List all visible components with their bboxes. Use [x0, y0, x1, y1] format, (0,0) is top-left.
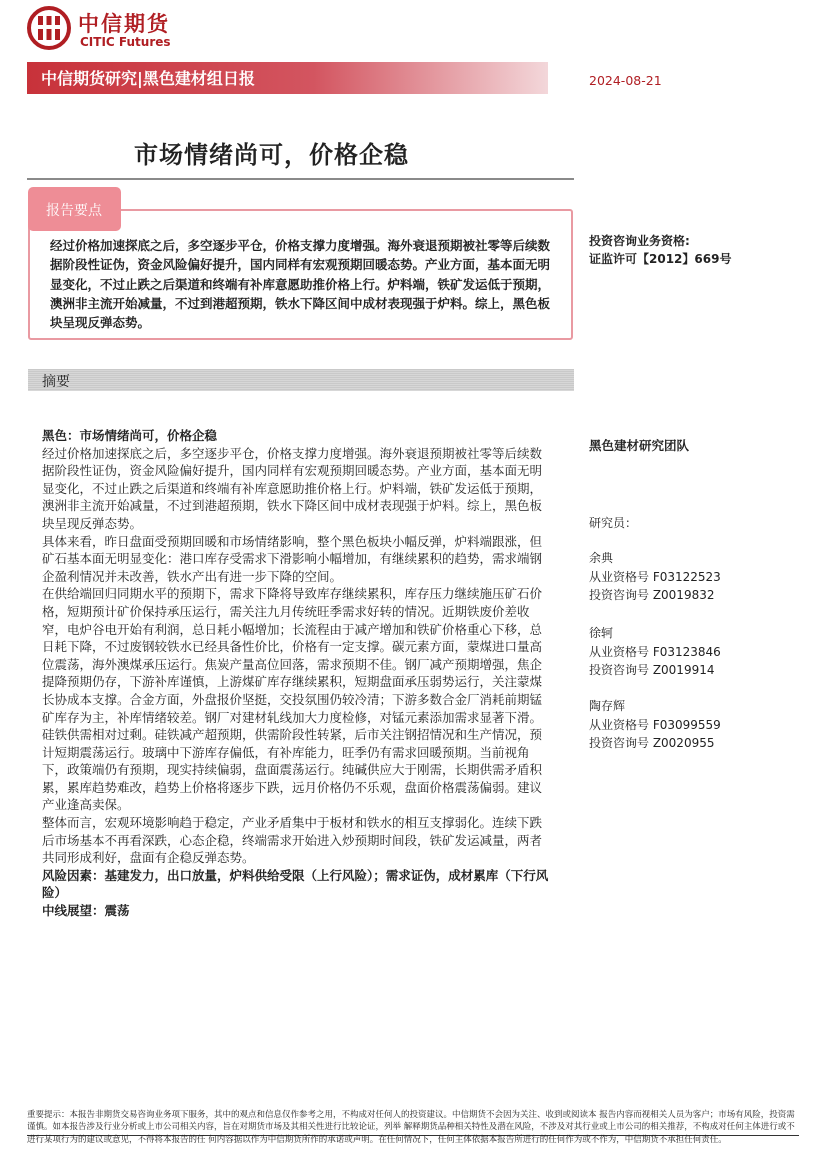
key-points-text: 经过价格加速探底之后，多空逐步平仓，价格支撑力度增强。海外衰退预期被社零等后续数据阶段性证伪，资金风险偏好提升，国内同样有宏观预期回暖态势。产业方面，基本面无明显变化，不过止跌之后渠道和终端有补库意愿助推价格上行。炉料端，铁矿发运低于预期，澳洲非主流开始减量，不过到港超预期，铁水下降区间中成材表现强于炉料。综上，黑色板块呈现反弹态势。 — [50, 238, 551, 331]
paragraph: 经过价格加速探底之后，多空逐步平仓，价格支撑力度增强。海外衰退预期被社零等后续数据阶段性证伪，资金风险偏好提升，国内同样有宏观预期回暖态势。产业方面，基本面无明显变化，不过止跌之后渠道和终端有补库意愿助推价格上行。炉料端，铁矿发运低于预期，澳洲非主流开始减量，不过到港超预期，铁水下降区间中成材表现强于炉料。综上，黑色板块呈现反弹态势。 — [42, 445, 543, 531]
abstract-body — [42, 427, 554, 920]
research-team: 黑色建材研究团队 — [589, 438, 690, 453]
analyst-card — [589, 624, 721, 680]
logo-english-name: CITIC Futures — [80, 35, 171, 49]
abstract-label: 摘要 — [42, 374, 70, 390]
title-divider — [27, 178, 574, 180]
abstract-bar — [28, 369, 574, 391]
cert-number: 证监许可【2012】669号 — [589, 252, 732, 266]
analyst-consult: 投资咨询号 Z0019914 — [589, 663, 715, 677]
report-title: 市场情绪尚可，价格企稳 — [134, 141, 409, 169]
risk-factors: 风险因素：基建发力，出口放量，炉料供给受限（上行风险）；需求证伪，成材累库（下行风险） — [42, 867, 549, 901]
analyst-consult: 投资咨询号 Z0020955 — [589, 736, 715, 750]
report-date: 2024-08-21 — [589, 73, 662, 88]
analyst-license: 从业资格号 F03122523 — [589, 569, 721, 584]
analyst-license: 从业资格号 F03099559 — [589, 717, 721, 732]
disclaimer: 重要提示：本报告非期货交易咨询业务项下服务，其中的观点和信息仅作参考之用，不构成对任何人的投资建议。中信期货不会因为关注、收到或阅读本 报告内容而视相关人员为客户；市场有风险，投资需谨慎。如本报告涉及行业分析或上市公司相关内容，旨在对期货市场及其相关性进行比较论证，列举 解释期货品种相关特性及潜在风险，不涉及对其行业或上市公司的相关推荐，不构成对任何主体进行或不进行某项行为的建议或意见，不得将本报告的任 何内容据以作为中信期货所作的承诺或声明。在任何情况下，任何主体依据本报告所进行的任何作为或不作为，中信期货不承担任何责任。 — [27, 1110, 795, 1145]
paragraph: 在供给端回归同期水平的预期下，需求下降将导致库存继续累积，库存压力继续施压矿石价格，短期预计矿价保持承压运行，需关注九月传统旺季需求好转的情况。近期铁废价差收窄，电炉谷电开始有利润，总日耗小幅增加；长流程由于减产增加和铁矿价格重心下移，总日耗下降，不过废钢较铁水已经具备性价比，价格有一定支撑。碳元素方面，蒙煤进口量高位震荡，海外澳煤承压运行。焦炭产量高位回落，需求预期不佳。钢厂减产预期增强，焦企提降预期仍存，下游补库谨慎，上游煤矿库存继续累积，短期盘面承压弱势运行，关注蒙煤长协成本支撑。合金方面，外盘报价坚挺，交投氛围仍较冷清；下游多数合金厂消耗前期锰矿库存为主，补库情绪较差。钢厂对建材轧线加大力度检修，对锰元素添加需求显著下滑。硅铁供需相对过剩。硅铁减产超预期，供需阶段性转紧，后市关注钢招情况和生产情况，预计短期震荡运行。玻璃中下游库存偏低，有补库能力，旺季仍有需求回暖预期。当前视角下，政策端仍有预期，现实持续偏弱，盘面震荡运行。纯碱供应大于刚需，长期供需矛盾积累，累库趋势难改，趋势上价格将逐步下跌，远月价格仍不乐观，盘面价格震荡偏弱。建议产业逢高卖保。 — [42, 586, 543, 813]
analyst-name: 徐轲 — [589, 626, 614, 640]
analyst-consult: 投资咨询号 Z0019832 — [589, 588, 715, 602]
analyst-name: 陶存辉 — [589, 699, 626, 713]
researchers-label: 研究员： — [589, 516, 638, 530]
analyst-name: 余典 — [589, 551, 614, 565]
paragraph: 整体而言，宏观环境影响趋于稳定，产业矛盾集中于板材和铁水的相互支撑弱化。连续下跌后市场基本不再看深跌，心态企稳，终端需求开始进入炒预期时间段，铁矿发运减量，两者共同形成利好，盘面有企稳反弹态势。 — [42, 815, 543, 866]
paragraph: 具体来看，昨日盘面受预期回暖和市场情绪影响，整个黑色板块小幅反弹，炉料端跟涨，但矿石基本面无明显变化：港口库存受需求下滑影响小幅增加，有继续累积的趋势，需求端钢企盈利情况并未改善，铁水产出有进一步下降的空间。 — [42, 533, 543, 584]
analyst-card — [589, 697, 721, 753]
logo-chinese-name: 中信期货 — [78, 12, 170, 36]
key-points-tab-label: 报告要点 — [46, 203, 102, 219]
mid-term-outlook: 中线展望：震荡 — [42, 903, 130, 919]
section-heading: 黑色：市场情绪尚可，价格企稳 — [42, 428, 218, 443]
citic-logo-icon — [27, 6, 71, 50]
cert-title: 投资咨询业务资格: — [589, 234, 690, 248]
analyst-card — [589, 549, 721, 605]
report-series-title: 中信期货研究|黑色建材组日报 — [41, 69, 255, 88]
analyst-license: 从业资格号 F03123846 — [589, 644, 721, 659]
